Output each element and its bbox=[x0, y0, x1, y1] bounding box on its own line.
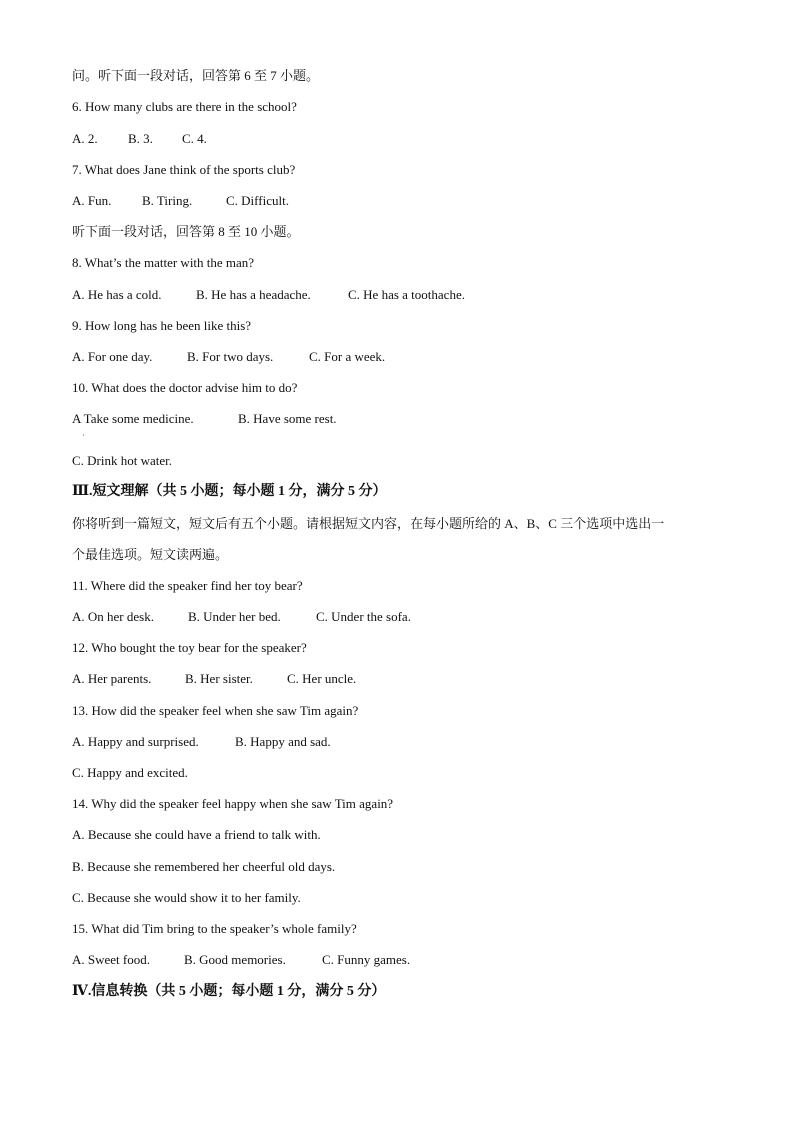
options-12 bbox=[72, 671, 356, 687]
option-c: C. For a week. bbox=[309, 349, 386, 364]
option-b-14: B. Because she remembered her cheerful old days. bbox=[72, 859, 336, 874]
question-13: 13. How did the speaker feel when she saw Tim again? bbox=[72, 703, 359, 718]
option-a: A. On her desk. bbox=[72, 609, 154, 624]
option-b: B. 3. bbox=[128, 131, 153, 146]
option-a: A Take some medicine. bbox=[72, 411, 194, 426]
question-6: 6. How many clubs are there in the school? bbox=[72, 99, 297, 114]
options-7 bbox=[72, 193, 289, 209]
option-a: A. He has a cold. bbox=[72, 287, 162, 302]
option-a: A. 2. bbox=[72, 131, 98, 146]
options-8 bbox=[72, 287, 465, 303]
option-c-14: C. Because she would show it to her family. bbox=[72, 890, 301, 905]
option-c: C. Funny games. bbox=[322, 952, 411, 967]
question-14: 14. Why did the speaker feel happy when she saw Tim again? bbox=[72, 796, 394, 811]
option-b: B. For two days. bbox=[187, 349, 274, 364]
option-a: A. Fun. bbox=[72, 193, 112, 208]
option-c: C. Under the sofa. bbox=[316, 609, 411, 624]
option-b: B. Have some rest. bbox=[238, 411, 337, 426]
option-b: B. He has a headache. bbox=[196, 287, 311, 302]
options-11 bbox=[72, 609, 411, 625]
option-b: B. Tiring. bbox=[142, 193, 193, 208]
options-9 bbox=[72, 349, 385, 365]
options-6 bbox=[72, 131, 207, 147]
question-8: 8. What’s the matter with the man? bbox=[72, 255, 255, 270]
option-c-13: C. Happy and excited. bbox=[72, 765, 188, 780]
option-c: C. He has a toothache. bbox=[348, 287, 465, 302]
option-a: A. Sweet food. bbox=[72, 952, 150, 967]
options-13 bbox=[72, 734, 331, 750]
option-c: C. 4. bbox=[182, 131, 207, 146]
option-b: B. Under her bed. bbox=[188, 609, 281, 624]
question-10: 10. What does the doctor advise him to do? bbox=[72, 380, 298, 395]
options-15 bbox=[72, 952, 410, 968]
option-a: A. For one day. bbox=[72, 349, 153, 364]
option-b: B. Her sister. bbox=[185, 671, 253, 686]
option-a: A. Happy and surprised. bbox=[72, 734, 199, 749]
question-11: 11. Where did the speaker find her toy bear? bbox=[72, 578, 303, 593]
question-7: 7. What does Jane think of the sports club? bbox=[72, 162, 296, 177]
option-a: A. Her parents. bbox=[72, 671, 152, 686]
instruction-dialogue-8-10: 听下面一段对话，回答第 8 至 10 小题。 bbox=[72, 224, 300, 239]
question-9: 9. How long has he been like this? bbox=[72, 318, 252, 333]
section-iii-instruction-1: 你将听到一篇短文，短文后有五个小题。请根据短文内容，在每小题所给的 A、B、C 三个选项中选出一 bbox=[72, 516, 665, 531]
section-heading-iv: Ⅳ.信息转换（共 5 小题；每小题 1 分，满分 5 分） bbox=[72, 984, 386, 999]
option-b: B. Good memories. bbox=[184, 952, 286, 967]
instruction-dialogue-6-7: 问。听下面一段对话，回答第 6 至 7 小题。 bbox=[72, 68, 320, 83]
option-a-14: A. Because she could have a friend to talk with. bbox=[72, 827, 321, 842]
option-c-10: C. Drink hot water. bbox=[72, 453, 173, 468]
options-10 bbox=[72, 411, 337, 427]
section-heading-iii: Ⅲ.短文理解（共 5 小题；每小题 1 分，满分 5 分） bbox=[72, 484, 387, 499]
question-12: 12. Who bought the toy bear for the speaker? bbox=[72, 640, 307, 655]
stray-dot: · bbox=[82, 431, 85, 440]
question-15: 15. What did Tim bring to the speaker’s whole family? bbox=[72, 921, 357, 936]
option-c: C. Her uncle. bbox=[287, 671, 357, 686]
section-iii-instruction-2: 个最佳选项。短文读两遍。 bbox=[72, 547, 229, 562]
option-b: B. Happy and sad. bbox=[235, 734, 331, 749]
option-c: C. Difficult. bbox=[226, 193, 289, 208]
